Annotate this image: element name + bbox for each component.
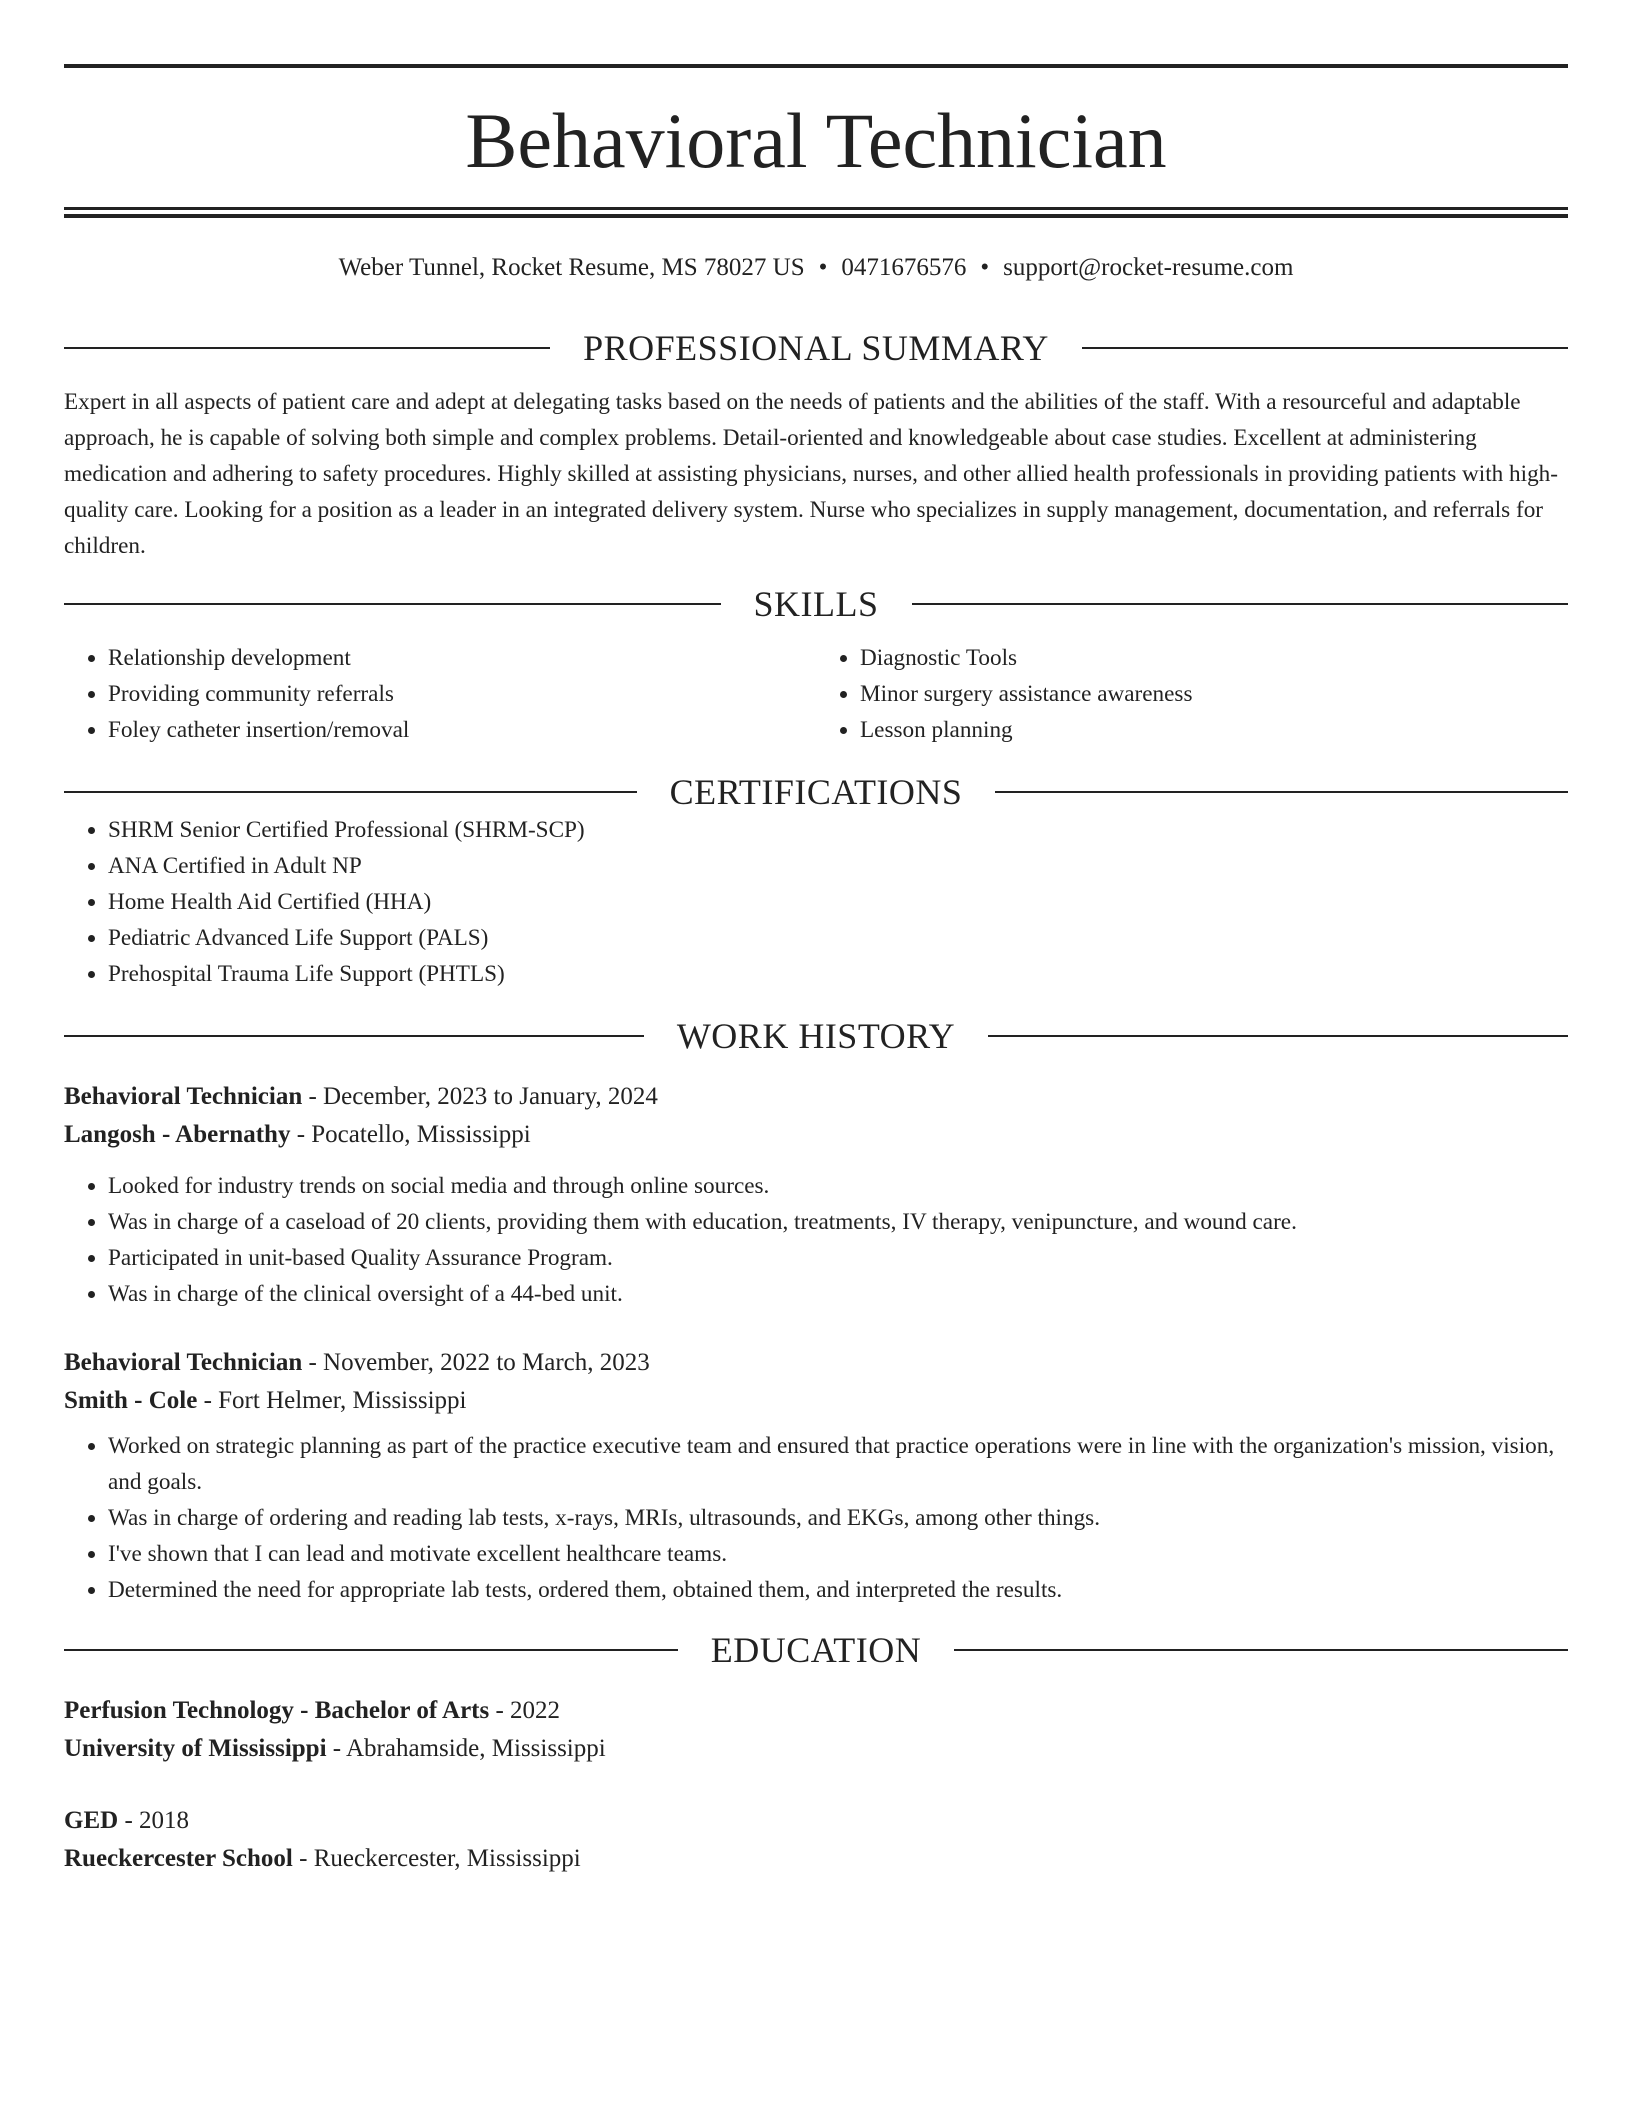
heading-rule — [954, 1649, 1568, 1651]
skill-item: • Diagnostic Tools — [860, 640, 1568, 676]
education-location: - Rueckercester, Mississippi — [292, 1845, 581, 1872]
job-location: - Pocatello, Mississippi — [290, 1121, 531, 1148]
contact-email[interactable]: support@rocket-resume.com — [1003, 254, 1294, 281]
job-title: Behavioral Technician — [64, 1349, 303, 1376]
education-degree-line — [64, 1692, 1568, 1730]
heading-rule — [64, 603, 721, 605]
certification-item: • ANA Certified in Adult NP — [108, 848, 1568, 884]
job-duty: • Looked for industry trends on social media and through online sources. — [108, 1168, 1568, 1204]
education-school: Rueckercester School — [64, 1845, 293, 1872]
certification-item: • Pediatric Advanced Life Support (PALS) — [108, 920, 1568, 956]
education-entry — [64, 1692, 1568, 1768]
heading-rule — [64, 1649, 678, 1651]
heading-rule — [1082, 347, 1568, 349]
education-degree-line — [64, 1802, 1568, 1840]
job-location: - Fort Helmer, Mississippi — [197, 1387, 467, 1414]
job-duty: • Determined the need for appropriate lab tests, ordered them, obtained them, and interpreted the results. — [108, 1572, 1568, 1608]
job-duty: • Participated in unit-based Quality Assurance Program. — [108, 1240, 1568, 1276]
job-title: Behavioral Technician — [64, 1083, 303, 1110]
job-duty: • Was in charge of a caseload of 20 clients, providing them with education, treatments, IV therapy, venipuncture, and wound care. — [108, 1204, 1568, 1240]
education-entry — [64, 1802, 1568, 1878]
heading-rule — [64, 347, 550, 349]
education-school: University of Mississippi — [64, 1735, 327, 1762]
heading-rule — [64, 1035, 644, 1037]
education-location: - Abrahamside, Mississippi — [326, 1735, 606, 1762]
heading-rule — [64, 791, 637, 793]
section-heading-education — [64, 1630, 1568, 1670]
skill-item: • Relationship development — [108, 640, 816, 676]
job-duties — [64, 1428, 1568, 1608]
resume-title: Behavioral Technician — [465, 97, 1167, 184]
section-title: SKILLS — [753, 584, 879, 624]
section-heading-work-history — [64, 1016, 1568, 1056]
skill-item: • Providing community referrals — [108, 676, 816, 712]
heading-rule — [995, 791, 1568, 793]
certification-item: • Home Health Aid Certified (HHA) — [108, 884, 1568, 920]
section-title: CERTIFICATIONS — [669, 772, 963, 812]
job-duty: • Was in charge of ordering and reading lab tests, x-rays, MRIs, ultrasounds, and EKGs, among other things. — [108, 1500, 1568, 1536]
contact-separator: • — [818, 254, 828, 281]
heading-rule — [912, 603, 1569, 605]
education-degree: Perfusion Technology - Bachelor of Arts — [64, 1697, 490, 1724]
contact-line — [64, 254, 1568, 288]
certification-item: • SHRM Senior Certified Professional (SHRM-SCP) — [108, 812, 1568, 848]
certifications-list — [64, 812, 1568, 992]
skill-item: • Minor surgery assistance awareness — [860, 676, 1568, 712]
education-year: - 2022 — [489, 1697, 561, 1724]
education-degree: GED — [64, 1807, 119, 1834]
skill-item: • Lesson planning — [860, 712, 1568, 748]
job-dates: - December, 2023 to January, 2024 — [302, 1083, 658, 1110]
heading-rule — [988, 1035, 1568, 1037]
job-title-line — [64, 1344, 1568, 1382]
contact-address: Weber Tunnel, Rocket Resume, MS 78027 US — [338, 254, 805, 281]
job-duties — [64, 1168, 1568, 1312]
skills-column-left — [64, 640, 816, 748]
skill-item: • Foley catheter insertion/removal — [108, 712, 816, 748]
section-heading-skills — [64, 584, 1568, 624]
section-title: WORK HISTORY — [676, 1016, 956, 1056]
certification-item: • Prehospital Trauma Life Support (PHTLS) — [108, 956, 1568, 992]
skills-list — [64, 640, 1568, 748]
education-school-line — [64, 1840, 1568, 1878]
job-title-line — [64, 1078, 1568, 1116]
job-company-line — [64, 1116, 1568, 1154]
summary-text: Expert in all aspects of patient care and adept at delegating tasks based on the needs of patients and the abilities of the staff. With a resourceful and adaptable approach, he is capable of solving both simple and complex problems. Detail-oriented and knowledgeable about case studies. Excellent at administering medication and adhering to safety procedures. Highly skilled at assisting physicians, nurses, and other allied health professionals in providing patients with high-quality care. Looking for a position as a leader in an integrated delivery system. Nurse who specializes in supply management, documentation, and referrals for children. — [64, 389, 1558, 559]
contact-phone: 0471676576 — [841, 254, 967, 281]
job-duty: • Worked on strategic planning as part of the practice executive team and ensured that practice operations were in line with the organization's mission, vision, and goals. — [108, 1428, 1568, 1500]
section-heading-summary — [64, 328, 1568, 368]
job-duty: • I've shown that I can lead and motivate excellent healthcare teams. — [108, 1536, 1568, 1572]
skills-column-right — [816, 640, 1568, 748]
section-heading-certifications — [64, 772, 1568, 812]
resume-page — [64, 64, 1568, 1878]
top-rule — [64, 64, 1568, 68]
education-school-line — [64, 1730, 1568, 1768]
contact-separator: • — [980, 254, 990, 281]
title-double-rule — [64, 207, 1568, 218]
section-title: EDUCATION — [710, 1630, 922, 1670]
job-dates: - November, 2022 to March, 2023 — [302, 1349, 650, 1376]
education-year: - 2018 — [118, 1807, 190, 1834]
job-duty: • Was in charge of the clinical oversight of a 44-bed unit. — [108, 1276, 1568, 1312]
section-title: PROFESSIONAL SUMMARY — [583, 328, 1049, 368]
job-company: Smith - Cole — [64, 1387, 198, 1414]
job-company: Langosh - Abernathy — [64, 1121, 291, 1148]
job-entry — [64, 1078, 1568, 1312]
job-company-line — [64, 1382, 1568, 1420]
job-entry — [64, 1344, 1568, 1608]
